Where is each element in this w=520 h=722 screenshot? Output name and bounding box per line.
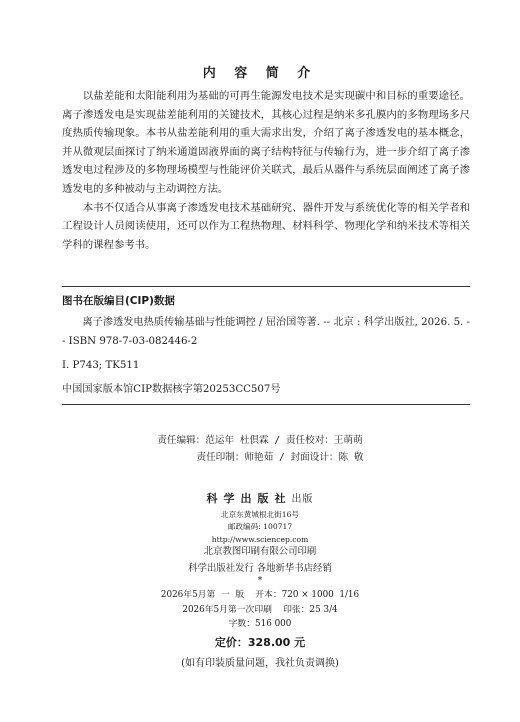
summary-paragraph-1: 以盐差能和太阳能利用为基础的可再生能源发电技术是实现碳中和目标的重要途径。离子渗透发电是实现盐差能利用的关键技术，其核心过程是纳米多孔膜内的多物理场多尺度热质传输现象。本书从盐差能利用的重大需求出发，介绍了离子渗透发电的基本概念，并从微观层面探讨了纳米通道固液界面的离子结构特征与传输行为，进一步介绍了离子渗透发电过程涉及的多物理场模型与性能评价关联式，最后从器件与系统层面阐述了离子渗透发电的多种被动与主动调控方法。 — [62, 90, 470, 195]
cip-classification: Ⅰ. P743; TK511 — [62, 360, 140, 371]
publisher-suffix: 出版 — [291, 494, 314, 505]
cip-block — [62, 314, 470, 399]
divider-bottom — [62, 404, 470, 405]
publisher-name: 科学出版社 — [206, 492, 292, 505]
cip-entry: 离子渗透发电热质传输基础与性能调控 / 屈治国等著. -- 北京 : 科学出版社, 2026. 5. -- ISBN 978-7-03-082446-2 — [62, 317, 470, 347]
summary-paragraph-2: 本书不仅适合从事离子渗透发电技术基础研究、器件开发与系统优化等的相关学者和工程设计人员阅读使用，还可以作为工程热物理、材料科学、物理化学和纳米技术等相关学科的课程参考书。 — [62, 201, 470, 251]
edition-details — [0, 588, 520, 632]
printer-name: 北京教图印刷有限公司印刷 — [203, 546, 317, 557]
publisher-line — [0, 490, 520, 506]
credits-line-1: 责任编辑：范运年 杜倶霖 / 责任校对：王萌萌 — [157, 435, 363, 446]
separator-star: * — [257, 576, 263, 586]
divider-top — [62, 286, 470, 287]
publisher-address: 北京东黄城根北街16号 — [220, 510, 299, 519]
publisher-address-block — [0, 509, 520, 546]
credits-line-2: 责任印制：师艳茹 / 封面设计：陈 敬 — [196, 452, 364, 463]
cip-number: 中国国家版本馆CIP数据核字第20253CC507号 — [62, 384, 281, 395]
content-summary — [62, 87, 470, 254]
printing-info — [0, 543, 520, 577]
publisher-postcode: 邮政编码: 100717 — [227, 522, 293, 532]
edition-line: 2026年5月第 一 版 开本：720 × 1000 1/16 — [160, 590, 360, 600]
price: 定价：328.00 元 — [214, 636, 306, 649]
page-title: 内 容 简 介 — [202, 66, 318, 81]
distribution-info: 科学出版社发行 各地新华书店经销 — [188, 563, 332, 574]
editorial-credits — [0, 432, 520, 466]
quality-notice: (如有印装质量问题，我社负责调换) — [181, 658, 339, 669]
wordcount-line: 字数：516 000 — [228, 619, 292, 629]
printing-line: 2026年5月第一次印刷 印张：25 3/4 — [182, 604, 338, 615]
cip-heading: 图书在版编目(CIP)数据 — [62, 295, 175, 307]
publisher-website: http://www.sciencep.com — [211, 534, 309, 544]
